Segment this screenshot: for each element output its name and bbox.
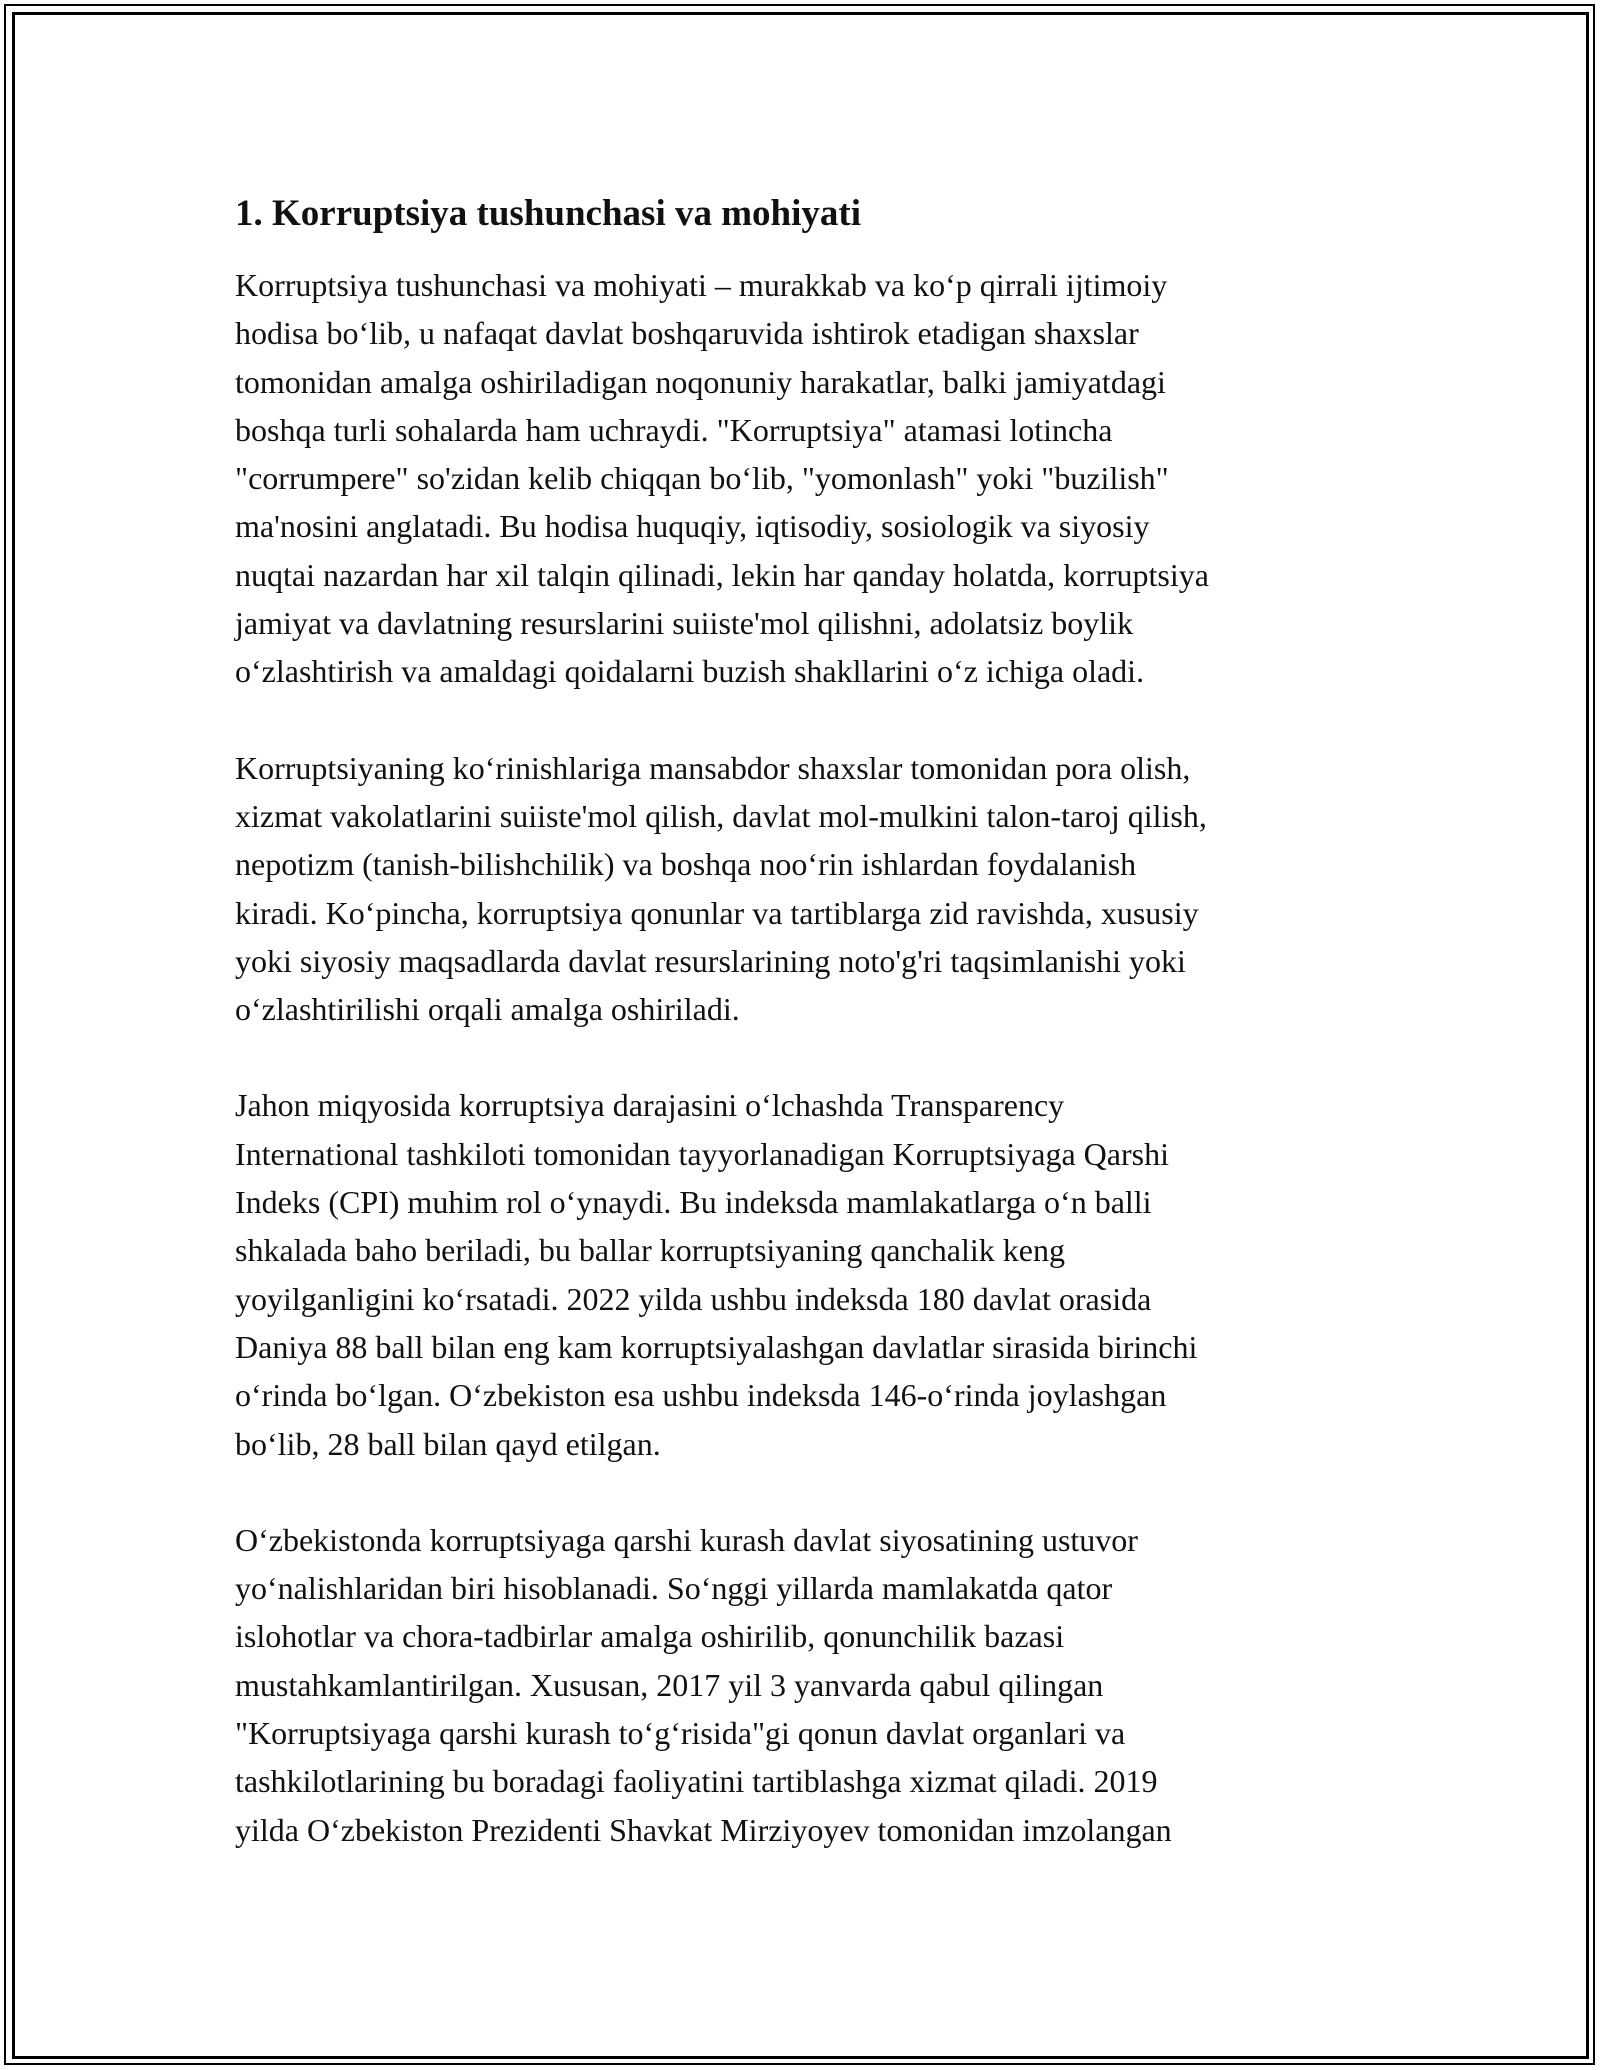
text-line: jamiyat va davlatning resurslarini suiiste'mol qilishni, adolatsiz boylik bbox=[235, 605, 1134, 642]
text-line: boshqa turli sohalarda ham uchraydi. "Korruptsiya" atamasi lotincha bbox=[235, 411, 1113, 448]
paragraph-2 bbox=[235, 744, 1365, 1034]
text-line: kiradi. Koʻpincha, korruptsiya qonunlar va tartiblarga zid ravishda, xususiy bbox=[235, 894, 1199, 931]
text-line: islohotlar va chora-tadbirlar amalga oshirilib, qonunchilik bazasi bbox=[235, 1618, 1065, 1655]
text-line: yoyilganligini koʻrsatadi. 2022 yilda ushbu indeksda 180 davlat orasida bbox=[235, 1280, 1152, 1317]
text-line: yilda Oʻzbekiston Prezidenti Shavkat Mirziyoyev tomonidan imzolangan bbox=[235, 1811, 1172, 1848]
text-line: International tashkiloti tomonidan tayyorlanadigan Korruptsiyaga Qarshi bbox=[235, 1135, 1169, 1172]
text-line: ma'nosini anglatadi. Bu hodisa huquqiy, iqtisodiy, sosiologik va siyosiy bbox=[235, 508, 1150, 545]
paragraph-4 bbox=[235, 1516, 1365, 1854]
text-line: xizmat vakolatlarini suiiste'mol qilish, davlat mol-mulkini talon-taroj qilish, bbox=[235, 797, 1207, 834]
text-line: oʻzlashtirish va amaldagi qoidalarni buzish shakllarini oʻz ichiga oladi. bbox=[235, 653, 1145, 690]
text-line: nepotizm (tanish-bilishchilik) va boshqa nooʻrin ishlardan foydalanish bbox=[235, 846, 1137, 883]
text-line: tashkilotlarining bu boradagi faoliyatini tartiblashga xizmat qiladi. 2019 bbox=[235, 1763, 1158, 1800]
paragraph-1 bbox=[235, 261, 1365, 696]
text-line: "Korruptsiyaga qarshi kurash toʻgʻrisida"gi qonun davlat organlari va bbox=[235, 1715, 1126, 1752]
text-line: oʻzlashtirilishi orqali amalga oshiriladi. bbox=[235, 991, 740, 1028]
text-line: oʻrinda boʻlgan. Oʻzbekiston esa ushbu indeksda 146-oʻrinda joylashgan bbox=[235, 1377, 1167, 1414]
text-line: shkalada baho beriladi, bu ballar korruptsiyaning qanchalik keng bbox=[235, 1232, 1065, 1269]
text-line: mustahkamlantirilgan. Xususan, 2017 yil 3 yanvarda qabul qilingan bbox=[235, 1666, 1104, 1703]
text-line: yoki siyosiy maqsadlarda davlat resurslarining noto'g'ri taqsimlanishi yoki bbox=[235, 942, 1186, 979]
text-line: yoʻnalishlaridan biri hisoblanadi. Soʻnggi yillarda mamlakatda qator bbox=[235, 1570, 1113, 1607]
paragraph-list bbox=[235, 261, 1365, 1854]
text-line: "corrumpere" so'zidan kelib chiqqan boʻlib, "yomonlash" yoki "buzilish" bbox=[235, 460, 1169, 497]
text-line: tomonidan amalga oshiriladigan noqonuniy harakatlar, balki jamiyatdagi bbox=[235, 363, 1166, 400]
text-line: Daniya 88 ball bilan eng kam korruptsiyalashgan davlatlar sirasida birinchi bbox=[235, 1328, 1198, 1365]
paragraph-3 bbox=[235, 1081, 1365, 1467]
text-line: Korruptsiya tushunchasi va mohiyati – murakkab va koʻp qirrali ijtimoiy bbox=[235, 267, 1168, 303]
text-line: hodisa boʻlib, u nafaqat davlat boshqaruvida ishtirok etadigan shaxslar bbox=[235, 315, 1139, 352]
document-body bbox=[235, 186, 1365, 1902]
text-line: Oʻzbekistonda korruptsiyaga qarshi kurash davlat siyosatining ustuvor bbox=[235, 1521, 1138, 1558]
text-line: Korruptsiyaning koʻrinishlariga mansabdor shaxslar tomonidan pora olish, bbox=[235, 749, 1191, 786]
text-line: Indeks (CPI) muhim rol oʻynaydi. Bu indeksda mamlakatlarga oʻn balli bbox=[235, 1184, 1152, 1221]
text-line: nuqtai nazardan har xil talqin qilinadi, lekin har qanday holatda, korruptsiya bbox=[235, 556, 1209, 593]
text-line: boʻlib, 28 ball bilan qayd etilgan. bbox=[235, 1425, 661, 1462]
text-line: Jahon miqyosida korruptsiya darajasini oʻlchashda Transparency bbox=[235, 1087, 1065, 1124]
section-heading: 1. Korruptsiya tushunchasi va mohiyati bbox=[235, 193, 862, 234]
